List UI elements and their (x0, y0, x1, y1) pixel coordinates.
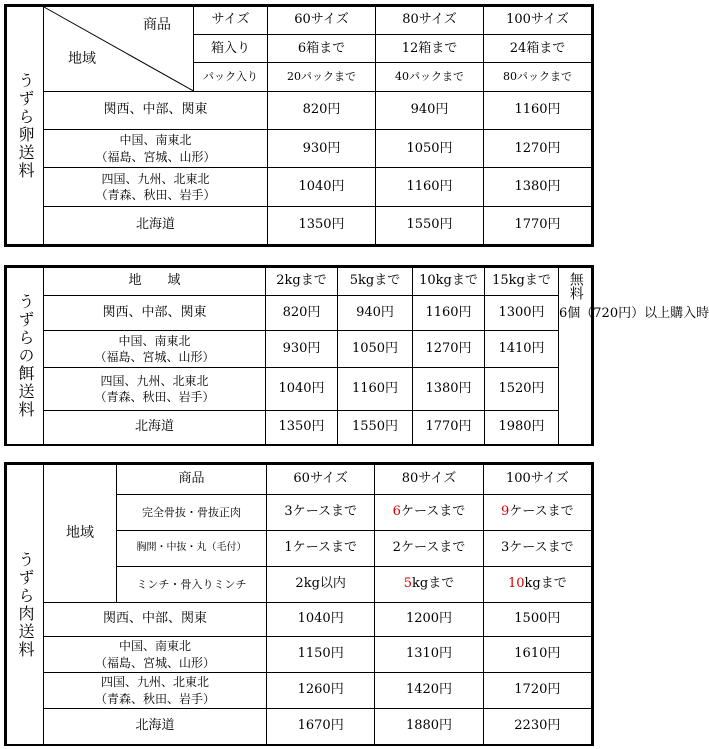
header-diagonal-cell (44, 7, 194, 92)
price-cell: 1040円 (268, 168, 376, 206)
price-cell: 1980円 (485, 411, 559, 445)
price-cell: 1160円 (338, 368, 413, 411)
header-region-label: 地域 (68, 51, 96, 68)
price-cell: 820円 (266, 296, 338, 331)
weight-header: 10kgまで (413, 268, 485, 296)
region-cell: 関西、中部、関東 (44, 603, 267, 637)
quail-meat-shipping-table (4, 462, 594, 746)
price-cell: 1350円 (268, 206, 376, 244)
item-label: 胸開・中抜・丸（毛付） (117, 531, 267, 567)
price-cell: 1260円 (267, 673, 375, 709)
region-cell: 関西、中部、関東 (44, 296, 266, 331)
free-shipping-note (559, 268, 709, 445)
header-region-label: 地 域 (44, 268, 266, 296)
price-cell: 1200円 (375, 603, 483, 637)
limit-cell: 2ケースまで (375, 531, 483, 567)
region-cell: 北海道 (44, 411, 266, 445)
price-cell: 1380円 (413, 368, 485, 411)
item-label: 完全骨抜・骨抜正肉 (117, 495, 267, 531)
region-cell: 四国、九州、北東北 （青森、秋田、岩手） (44, 673, 267, 709)
price-cell: 1050円 (338, 331, 413, 368)
box-cell: 24箱まで (484, 35, 592, 63)
price-cell: 1350円 (266, 411, 338, 445)
price-cell: 1270円 (484, 130, 592, 168)
weight-header: 5kgまで (338, 268, 413, 296)
price-cell: 1040円 (266, 368, 338, 411)
price-cell: 1040円 (267, 603, 375, 637)
limit-cell: 2kg以内 (267, 567, 375, 603)
region-cell: 中国、南東北 （福島、宮城、山形） (44, 331, 266, 368)
pack-cell: 40パックまで (376, 63, 484, 91)
price-cell: 930円 (266, 331, 338, 368)
section-title: うずらの餌送料 (7, 268, 44, 445)
limit-cell: 3ケースまで (483, 531, 591, 567)
price-cell: 940円 (376, 91, 484, 129)
price-cell: 1380円 (484, 168, 592, 206)
price-cell: 1670円 (267, 709, 375, 745)
price-cell: 1050円 (376, 130, 484, 168)
weight-header: 15kgまで (485, 268, 559, 296)
price-cell: 1770円 (484, 206, 592, 244)
header-item-label: 商品 (117, 465, 267, 495)
limit-cell: 1ケースまで (267, 531, 375, 567)
quail-egg-shipping-table (4, 4, 594, 247)
header-item-label: 商品 (143, 17, 171, 33)
quail-feed-shipping-table (4, 265, 709, 446)
row-label: サイズ (194, 7, 268, 35)
weight-header: 2kgまで (266, 268, 338, 296)
price-cell: 1410円 (485, 331, 559, 368)
limit-cell: 6ケースまで (375, 495, 483, 531)
size-cell: 80サイズ (376, 7, 484, 35)
price-cell: 1150円 (267, 637, 375, 673)
price-cell: 1270円 (413, 331, 485, 368)
price-cell: 1160円 (484, 91, 592, 129)
price-cell: 1720円 (483, 673, 591, 709)
pack-cell: 20パックまで (268, 63, 376, 91)
limit-cell: 10kgまで (483, 567, 591, 603)
price-cell: 1550円 (338, 411, 413, 445)
price-cell: 1770円 (413, 411, 485, 445)
region-cell: 四国、九州、北東北 （青森、秋田、岩手） (44, 168, 268, 206)
item-label: ミンチ・骨入りミンチ (117, 567, 267, 603)
box-cell: 12箱まで (376, 35, 484, 63)
pack-cell: 80パックまで (484, 63, 592, 91)
box-cell: 6箱まで (268, 35, 376, 63)
price-cell: 930円 (268, 130, 376, 168)
price-cell: 1550円 (376, 206, 484, 244)
price-cell: 940円 (338, 296, 413, 331)
row-label: 箱入り (194, 35, 268, 63)
section-title: うずら肉送料 (7, 465, 44, 745)
price-cell: 1520円 (485, 368, 559, 411)
price-cell: 1880円 (375, 709, 483, 745)
price-cell: 2230円 (483, 709, 591, 745)
size-cell: 80サイズ (375, 465, 483, 495)
size-cell: 100サイズ (484, 7, 592, 35)
size-cell: 100サイズ (483, 465, 591, 495)
free-label: 無料 (567, 272, 584, 300)
size-cell: 60サイズ (268, 7, 376, 35)
price-cell: 1310円 (375, 637, 483, 673)
price-cell: 1610円 (483, 637, 591, 673)
price-cell: 1160円 (413, 296, 485, 331)
limit-cell: 5kgまで (375, 567, 483, 603)
price-cell: 1420円 (375, 673, 483, 709)
limit-cell: 9ケースまで (483, 495, 591, 531)
header-region-label: 地域 (44, 465, 117, 603)
region-cell: 中国、南東北 （福島、宮城、山形） (44, 130, 268, 168)
region-cell: 北海道 (44, 709, 267, 745)
size-cell: 60サイズ (267, 465, 375, 495)
section-title: うずら卵送料 (7, 7, 44, 245)
price-cell: 1500円 (483, 603, 591, 637)
region-cell: 中国、南東北 （福島、宮城、山形） (44, 637, 267, 673)
region-cell: 北海道 (44, 206, 268, 244)
price-cell: 1300円 (485, 296, 559, 331)
limit-cell: 3ケースまで (267, 495, 375, 531)
price-cell: 1160円 (376, 168, 484, 206)
row-label: パック入り (194, 63, 268, 91)
price-cell: 820円 (268, 91, 376, 129)
region-cell: 関西、中部、関東 (44, 91, 268, 129)
region-cell: 四国、九州、北東北 （青森、秋田、岩手） (44, 368, 266, 411)
free-condition: 6個（720円）以上購入時 (559, 306, 709, 321)
